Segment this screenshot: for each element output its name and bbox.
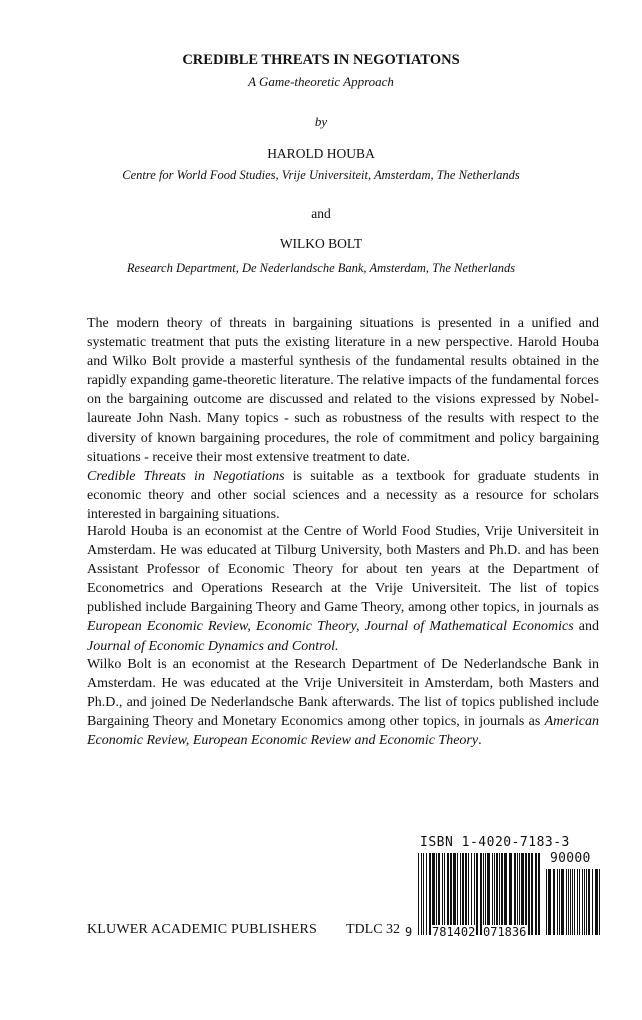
- barcode-bar: [450, 853, 452, 935]
- barcode-bar: [462, 853, 464, 935]
- book-title-inline: Credible Threats in Negotiations: [87, 468, 285, 484]
- barcode-bar: [426, 853, 427, 935]
- barcode-bar: [421, 853, 422, 935]
- barcode-bar: [566, 869, 567, 935]
- book-subtitle: A Game-theoretic Approach: [248, 74, 394, 89]
- barcode-bar: [483, 853, 484, 935]
- barcode-bar: [531, 853, 533, 935]
- abstract-paragraph-1: The modern theory of threats in bargaining situations is presented in a unified and systematic treatment that puts the existing literature in a new perspective. Harold Houba and Wilko Bolt provide a masterful synthesis of the fundamental results obtained in the rapidly expanding game-theoretic literature. The relative impacts of the fundamental forces on the bargaining outcome are discussed and related to the visions expressed by Nobel-laureate John Nash. Many topics - such as robustness of the results with respect to the diversity of known bargaining procedures, the role of commitment and policy bargaining situations - receive their most extensive treatment to date.: [87, 316, 599, 465]
- barcode-bar: [557, 869, 558, 935]
- barcode-bar: [577, 869, 578, 935]
- barcode-bar: [509, 853, 512, 935]
- barcode-bar: [429, 853, 431, 935]
- barcode-bar: [494, 853, 495, 935]
- barcode-bar: [514, 853, 516, 935]
- ean-first-digit: 9: [405, 925, 413, 939]
- houba-journal-last: Journal of Economic Dynamics and Control.: [87, 638, 339, 654]
- isbn-barcode: [404, 835, 604, 945]
- ean-group-1: 781402: [432, 925, 476, 939]
- barcode-bar: [418, 853, 419, 935]
- barcode-bar: [595, 869, 598, 935]
- barcode-bar: [487, 853, 490, 935]
- abstract: [87, 314, 599, 524]
- houba-bio-text: Harold Houba is an economist at the Centre of World Food Studies, Vrije Universiteit in Amsterdam. He was educated at Tilburg University, both Masters and Ph.D. and has been Assistant Professor of Economic Theory for about ten years at the Department of Econometrics and Operations Research at the Vrije Universiteit. The list of topics published include Bargaining Theory and Game Theory, among other topics, in journals as: [87, 524, 599, 616]
- barcode-bar: [499, 853, 500, 935]
- barcode-bar: [599, 869, 600, 935]
- ean-group-2: 071836: [483, 925, 527, 939]
- tdlc-code: TDLC 32: [346, 922, 401, 937]
- bolt-biography: [87, 655, 599, 750]
- barcode-bar: [460, 853, 461, 935]
- barcode-bar: [574, 869, 575, 935]
- abstract-paragraph-2: [87, 467, 599, 524]
- bolt-bio-text: Wilko Bolt is an economist at the Research Department of De Nederlandsche Bank in Amsterdam. He was educated at the Vrije Universiteit in Amsterdam, both Masters and Ph.D., and joined De Nederlandsche Bank afterwards. The list of topics published include Bargaining Theory and Monetary Economics among other topics, in journals as: [87, 657, 599, 730]
- book-title: CREDIBLE THREATS IN NEGOTIATONS: [182, 52, 460, 68]
- barcode-bar: [453, 853, 456, 935]
- barcode-bar: [468, 853, 469, 935]
- barcode-bar: [579, 869, 580, 935]
- publisher-name: KLUWER ACADEMIC PUBLISHERS: [87, 922, 317, 937]
- price-code: 90000: [550, 851, 591, 866]
- barcode-bar: [548, 869, 551, 935]
- barcode-bar: [592, 869, 593, 935]
- affiliation-houba: Centre for World Food Studies, Vrije Universiteit, Amsterdam, The Netherlands: [122, 168, 520, 182]
- barcode-bar: [438, 853, 440, 935]
- affiliation-bolt: Research Department, De Nederlandsche Bank, Amsterdam, The Netherlands: [126, 261, 516, 275]
- barcode-bar: [465, 853, 467, 935]
- barcode-bar: [504, 853, 507, 935]
- barcode-bar: [521, 853, 524, 935]
- barcode-bar: [436, 853, 437, 935]
- barcode-bar: [525, 853, 527, 935]
- author-houba: HAROLD HOUBA: [267, 146, 375, 161]
- barcode-bar: [476, 853, 478, 935]
- abstract-paragraph-2-text: is suitable as a textbook for graduate students in economic theory and other social sciences and a necessity as a resource for scholars interested in bargaining situations.: [87, 468, 599, 522]
- houba-journals: European Economic Review, Economic Theory, Journal of Mathematical Economics: [87, 619, 574, 635]
- barcode-bar: [447, 853, 449, 935]
- barcode-bar: [546, 869, 547, 935]
- barcode-bar: [588, 869, 590, 935]
- bolt-journals: American Economic Review, European Economic Review and Economic Theory: [87, 714, 599, 749]
- barcode-bar: [561, 869, 564, 935]
- bolt-end: .: [478, 733, 482, 749]
- barcode-bar: [582, 869, 583, 935]
- barcode-bar: [568, 869, 569, 935]
- isbn-number: ISBN 1-4020-7183-3: [420, 835, 570, 850]
- and-label: and: [311, 206, 331, 221]
- barcode-bar: [474, 853, 475, 935]
- barcode-bar: [519, 853, 520, 935]
- barcode-bar: [492, 853, 493, 935]
- barcode-bar: [553, 869, 555, 935]
- barcode-bar: [586, 869, 587, 935]
- barcode-bar: [480, 853, 482, 935]
- barcode-bar: [517, 853, 518, 935]
- barcode-bar: [584, 869, 585, 935]
- barcode-bar: [485, 853, 486, 935]
- barcode-bar: [570, 869, 571, 935]
- houba-and: and: [573, 619, 599, 635]
- barcode-bar: [559, 869, 560, 935]
- barcode-bar: [496, 853, 498, 935]
- barcode-bar: [471, 853, 472, 935]
- author-bolt: WILKO BOLT: [279, 236, 363, 251]
- barcode-bar: [535, 853, 537, 935]
- barcode-bar: [432, 853, 435, 935]
- barcode-bar: [501, 853, 503, 935]
- barcode-bar: [572, 869, 573, 935]
- barcode-bar: [528, 853, 530, 935]
- barcode-bar: [444, 853, 445, 935]
- by-label: by: [314, 114, 328, 129]
- barcode-bar: [457, 853, 458, 935]
- barcode-bar: [442, 853, 443, 935]
- barcode-bar: [538, 853, 540, 935]
- barcode-bar: [423, 853, 424, 935]
- houba-biography: [87, 522, 599, 656]
